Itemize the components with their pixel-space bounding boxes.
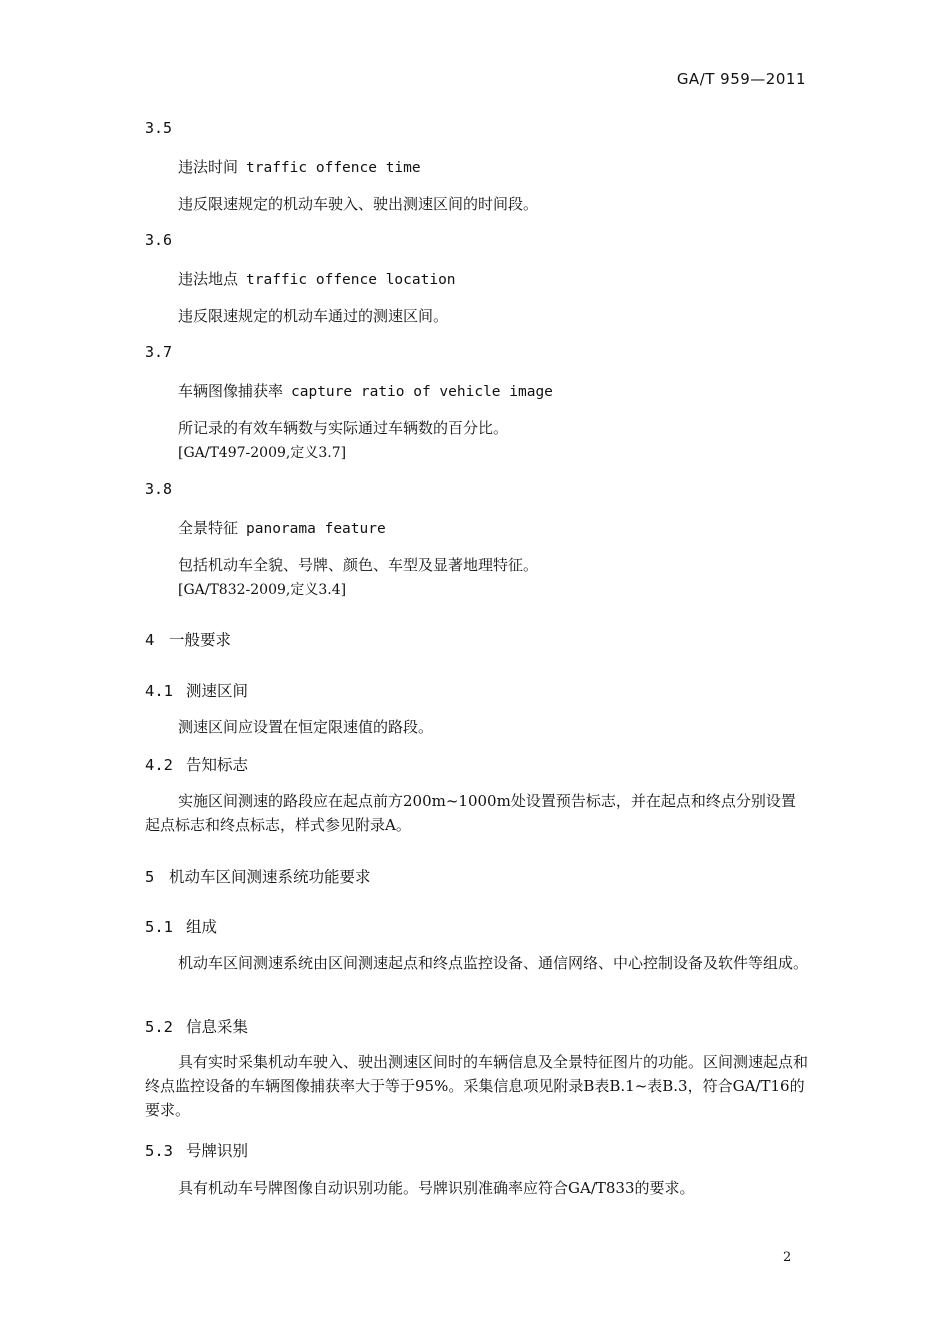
section-title: 一般要求	[169, 631, 232, 649]
term-zh: 违法地点	[178, 270, 239, 288]
term-en: capture ratio of vehicle image	[291, 384, 553, 400]
section-text: 实施区间测速的路段应在起点前方200m~1000m处设置预告标志，并在起点和终点分别设置起点标志和终点标志，样式参见附录A。	[145, 792, 796, 834]
term-title	[178, 156, 421, 177]
subsection-heading	[145, 753, 248, 775]
section-title: 告知标志	[186, 756, 249, 774]
section-text: 测速区间应设置在恒定限速值的路段。	[178, 718, 434, 736]
term-reference: [GA/T832-2009,定义3.4]	[178, 582, 347, 598]
section-title: 测速区间	[186, 682, 249, 700]
section-number: 5	[145, 868, 155, 886]
term-definition: 违反限速规定的机动车通过的测速区间。	[178, 307, 449, 325]
subsection-heading	[145, 915, 217, 937]
subsection-heading	[145, 1015, 248, 1037]
section-number: 4.1	[145, 682, 173, 700]
subsection-heading	[145, 679, 248, 701]
term-en: panorama feature	[246, 521, 386, 537]
term-number: 3.8	[145, 480, 173, 498]
term-definition: 所记录的有效车辆数与实际通过车辆数的百分比。	[178, 419, 509, 437]
term-number: 3.5	[145, 119, 173, 137]
section-text: 具有实时采集机动车驶入、驶出测速区间时的车辆信息及全景特征图片的功能。区间测速起点和终点监控设备的车辆图像捕获率大于等于95%。采集信息项见附录B表B.1~表B.3，符合GA/T16的要求。	[145, 1053, 809, 1119]
section-heading	[145, 628, 231, 650]
term-en: traffic offence location	[246, 272, 456, 288]
section-heading	[145, 865, 371, 887]
section-text: 具有机动车号牌图像自动识别功能。号牌识别准确率应符合GA/T833的要求。	[178, 1179, 695, 1197]
term-number: 3.6	[145, 231, 173, 249]
section-number: 5.1	[145, 918, 173, 936]
section-title: 机动车区间测速系统功能要求	[169, 868, 371, 886]
section-title: 号牌识别	[186, 1142, 249, 1160]
term-definition: 违反限速规定的机动车驶入、驶出测速区间的时间段。	[178, 195, 539, 213]
term-definition: 包括机动车全貌、号牌、颜色、车型及显著地理特征。	[178, 556, 539, 574]
section-number: 5.2	[145, 1018, 173, 1036]
subsection-heading	[145, 1139, 248, 1161]
term-reference: [GA/T497-2009,定义3.7]	[178, 445, 347, 461]
section-number: 5.3	[145, 1142, 173, 1160]
section-number: 4.2	[145, 756, 173, 774]
section-text: 机动车区间测速系统由区间测速起点和终点监控设备、通信网络、中心控制设备及软件等组成。	[178, 954, 809, 972]
term-title	[178, 268, 456, 289]
section-title: 组成	[186, 918, 218, 936]
term-title	[178, 380, 553, 401]
section-title: 信息采集	[186, 1018, 249, 1036]
term-number: 3.7	[145, 343, 173, 361]
section-number: 4	[145, 631, 155, 649]
term-zh: 全景特征	[178, 519, 239, 537]
term-title	[178, 517, 386, 538]
term-zh: 车辆图像捕获率	[178, 382, 284, 400]
standard-code-header: GA/T 959—2011	[676, 70, 806, 88]
term-zh: 违法时间	[178, 158, 239, 176]
page-number: 2	[783, 1250, 792, 1265]
term-en: traffic offence time	[246, 160, 421, 176]
